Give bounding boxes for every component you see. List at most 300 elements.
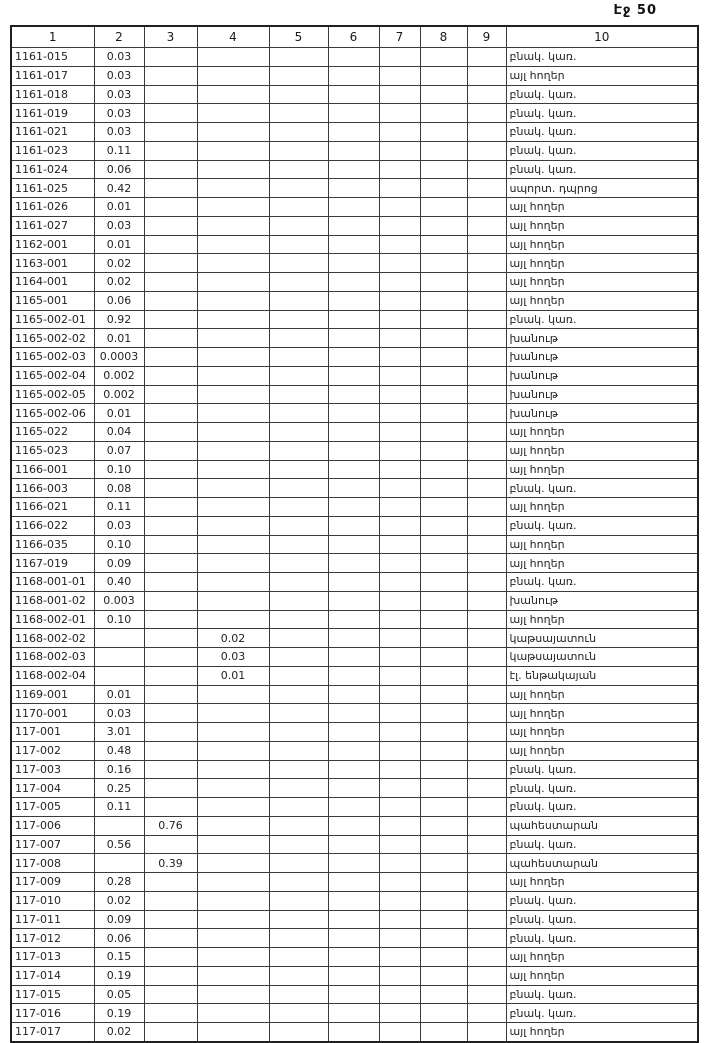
cell-col9 xyxy=(467,348,506,367)
cell-col2: 0.11 xyxy=(94,498,144,517)
cell-col7 xyxy=(379,854,420,873)
cell-col2: 0.40 xyxy=(94,573,144,592)
cell-col10: այլ հողեր xyxy=(506,704,698,723)
parcel-id-cell: 1166-001 xyxy=(11,460,94,479)
table-row xyxy=(11,591,698,610)
cell-col7 xyxy=(379,498,420,517)
cell-col6 xyxy=(328,291,379,310)
cell-col6 xyxy=(328,1004,379,1023)
cell-col4 xyxy=(197,179,269,198)
cell-col4 xyxy=(197,385,269,404)
table-row xyxy=(11,498,698,517)
cell-col7 xyxy=(379,1004,420,1023)
parcel-id-cell: 1165-001 xyxy=(11,291,94,310)
cell-col8 xyxy=(420,366,467,385)
cell-col3 xyxy=(144,48,197,67)
cell-col7 xyxy=(379,235,420,254)
cell-col2: 0.09 xyxy=(94,554,144,573)
column-header-10: 10 xyxy=(506,26,698,48)
table-row xyxy=(11,216,698,235)
table-row xyxy=(11,929,698,948)
parcel-id-cell: 1169-001 xyxy=(11,685,94,704)
cell-col2: 0.02 xyxy=(94,1023,144,1042)
cell-col3 xyxy=(144,198,197,217)
cell-col2: 0.01 xyxy=(94,404,144,423)
cell-col9 xyxy=(467,760,506,779)
cell-col6 xyxy=(328,741,379,760)
table-row xyxy=(11,760,698,779)
cell-col6 xyxy=(328,835,379,854)
column-header-4: 4 xyxy=(197,26,269,48)
cell-col4 xyxy=(197,516,269,535)
cell-col5 xyxy=(269,535,328,554)
cell-col4 xyxy=(197,929,269,948)
cell-col3 xyxy=(144,910,197,929)
cell-col7 xyxy=(379,535,420,554)
cell-col6 xyxy=(328,441,379,460)
cell-col3 xyxy=(144,648,197,667)
cell-col5 xyxy=(269,329,328,348)
cell-col9 xyxy=(467,835,506,854)
cell-col8 xyxy=(420,66,467,85)
cell-col5 xyxy=(269,591,328,610)
cell-col6 xyxy=(328,348,379,367)
cell-col3 xyxy=(144,123,197,142)
parcel-id-cell: 1165-002-05 xyxy=(11,385,94,404)
table-row xyxy=(11,1023,698,1042)
cell-col6 xyxy=(328,948,379,967)
parcel-id-cell: 117-006 xyxy=(11,816,94,835)
table-row xyxy=(11,610,698,629)
cell-col3 xyxy=(144,141,197,160)
cell-col4 xyxy=(197,254,269,273)
cell-col5 xyxy=(269,66,328,85)
cell-col2: 0.11 xyxy=(94,141,144,160)
cell-col9 xyxy=(467,948,506,967)
cell-col5 xyxy=(269,385,328,404)
cell-col7 xyxy=(379,348,420,367)
cell-col8 xyxy=(420,385,467,404)
table-row xyxy=(11,648,698,667)
cell-col10: բնակ. կառ. xyxy=(506,891,698,910)
cell-col5 xyxy=(269,48,328,67)
cell-col9 xyxy=(467,816,506,835)
cell-col5 xyxy=(269,423,328,442)
cell-col4 xyxy=(197,873,269,892)
cell-col7 xyxy=(379,948,420,967)
cell-col4 xyxy=(197,910,269,929)
cell-col3 xyxy=(144,291,197,310)
cell-col10: բնակ. կառ. xyxy=(506,85,698,104)
cell-col8 xyxy=(420,348,467,367)
cell-col4 xyxy=(197,348,269,367)
cell-col4 xyxy=(197,891,269,910)
cell-col10: այլ հողեր xyxy=(506,966,698,985)
cell-col4 xyxy=(197,966,269,985)
cell-col4: 0.01 xyxy=(197,666,269,685)
parcel-id-cell: 117-016 xyxy=(11,1004,94,1023)
cell-col3 xyxy=(144,591,197,610)
cell-col10: այլ հողեր xyxy=(506,948,698,967)
cell-col5 xyxy=(269,498,328,517)
cell-col8 xyxy=(420,123,467,142)
cell-col3 xyxy=(144,835,197,854)
cell-col7 xyxy=(379,760,420,779)
cell-col6 xyxy=(328,498,379,517)
cell-col2: 0.01 xyxy=(94,329,144,348)
parcel-id-cell: 1168-001-02 xyxy=(11,591,94,610)
table-row xyxy=(11,441,698,460)
cell-col3 xyxy=(144,273,197,292)
cell-col10: այլ հողեր xyxy=(506,723,698,742)
cell-col5 xyxy=(269,254,328,273)
cell-col4 xyxy=(197,554,269,573)
cell-col4 xyxy=(197,48,269,67)
cell-col3: 0.39 xyxy=(144,854,197,873)
cell-col9 xyxy=(467,85,506,104)
cell-col6 xyxy=(328,929,379,948)
parcel-id-cell: 117-015 xyxy=(11,985,94,1004)
parcel-id-cell: 117-008 xyxy=(11,854,94,873)
cell-col4 xyxy=(197,498,269,517)
parcel-id-cell: 1165-002-01 xyxy=(11,310,94,329)
cell-col10: այլ հողեր xyxy=(506,66,698,85)
cell-col3 xyxy=(144,798,197,817)
cell-col9 xyxy=(467,291,506,310)
cell-col2: 0.06 xyxy=(94,291,144,310)
cell-col10: խանութ xyxy=(506,591,698,610)
cell-col10: այլ հողեր xyxy=(506,216,698,235)
cell-col10: բնակ. կառ. xyxy=(506,779,698,798)
table-row xyxy=(11,254,698,273)
cell-col3: 0.76 xyxy=(144,816,197,835)
cell-col10: խանութ xyxy=(506,385,698,404)
cell-col6 xyxy=(328,366,379,385)
cell-col9 xyxy=(467,385,506,404)
table-row xyxy=(11,141,698,160)
cell-col2 xyxy=(94,629,144,648)
cell-col3 xyxy=(144,610,197,629)
cell-col2: 0.10 xyxy=(94,535,144,554)
cell-col10: կաթսայատուն xyxy=(506,629,698,648)
cell-col7 xyxy=(379,141,420,160)
cell-col8 xyxy=(420,498,467,517)
table-row xyxy=(11,854,698,873)
cell-col8 xyxy=(420,48,467,67)
cell-col7 xyxy=(379,66,420,85)
table-row xyxy=(11,966,698,985)
parcel-id-cell: 1161-025 xyxy=(11,179,94,198)
cell-col6 xyxy=(328,854,379,873)
table-row xyxy=(11,460,698,479)
cell-col3 xyxy=(144,704,197,723)
cell-col5 xyxy=(269,460,328,479)
cell-col6 xyxy=(328,216,379,235)
cell-col10: բնակ. կառ. xyxy=(506,910,698,929)
cell-col2: 0.03 xyxy=(94,104,144,123)
cell-col8 xyxy=(420,85,467,104)
cell-col7 xyxy=(379,441,420,460)
page-number: Էջ 50 xyxy=(613,3,657,18)
cell-col6 xyxy=(328,329,379,348)
cell-col6 xyxy=(328,310,379,329)
cell-col4 xyxy=(197,479,269,498)
cell-col2: 0.01 xyxy=(94,235,144,254)
cell-col5 xyxy=(269,854,328,873)
table-row xyxy=(11,666,698,685)
land-parcel-table xyxy=(10,25,699,1043)
cell-col9 xyxy=(467,141,506,160)
cell-col2: 0.09 xyxy=(94,910,144,929)
cell-col4 xyxy=(197,685,269,704)
cell-col3 xyxy=(144,779,197,798)
cell-col8 xyxy=(420,629,467,648)
cell-col4 xyxy=(197,816,269,835)
cell-col7 xyxy=(379,985,420,1004)
cell-col4: 0.02 xyxy=(197,629,269,648)
cell-col10: խանութ xyxy=(506,329,698,348)
cell-col5 xyxy=(269,1023,328,1042)
cell-col9 xyxy=(467,554,506,573)
cell-col10: էլ. ենթակայան xyxy=(506,666,698,685)
cell-col10: բնակ. կառ. xyxy=(506,985,698,1004)
cell-col10: այլ հողեր xyxy=(506,254,698,273)
cell-col2: 0.03 xyxy=(94,48,144,67)
cell-col4 xyxy=(197,741,269,760)
cell-col3 xyxy=(144,1023,197,1042)
cell-col8 xyxy=(420,441,467,460)
cell-col7 xyxy=(379,104,420,123)
cell-col3 xyxy=(144,216,197,235)
cell-col4 xyxy=(197,198,269,217)
cell-col5 xyxy=(269,704,328,723)
cell-col9 xyxy=(467,160,506,179)
cell-col8 xyxy=(420,760,467,779)
parcel-id-cell: 1166-003 xyxy=(11,479,94,498)
cell-col9 xyxy=(467,591,506,610)
cell-col8 xyxy=(420,160,467,179)
cell-col7 xyxy=(379,910,420,929)
cell-col3 xyxy=(144,460,197,479)
cell-col7 xyxy=(379,816,420,835)
cell-col6 xyxy=(328,254,379,273)
cell-col2: 0.16 xyxy=(94,760,144,779)
cell-col6 xyxy=(328,235,379,254)
table-row xyxy=(11,798,698,817)
cell-col7 xyxy=(379,610,420,629)
table-row xyxy=(11,685,698,704)
cell-col3 xyxy=(144,479,197,498)
cell-col10: այլ հողեր xyxy=(506,873,698,892)
cell-col7 xyxy=(379,573,420,592)
cell-col2: 0.002 xyxy=(94,366,144,385)
parcel-id-cell: 1168-002-03 xyxy=(11,648,94,667)
cell-col2: 0.25 xyxy=(94,779,144,798)
cell-col7 xyxy=(379,591,420,610)
cell-col10: բնակ. կառ. xyxy=(506,141,698,160)
cell-col10: խանութ xyxy=(506,404,698,423)
table-row xyxy=(11,273,698,292)
cell-col6 xyxy=(328,723,379,742)
cell-col5 xyxy=(269,798,328,817)
cell-col8 xyxy=(420,404,467,423)
cell-col5 xyxy=(269,948,328,967)
cell-col9 xyxy=(467,179,506,198)
cell-col4 xyxy=(197,1004,269,1023)
parcel-id-cell: 1165-002-04 xyxy=(11,366,94,385)
cell-col10: այլ հողեր xyxy=(506,498,698,517)
cell-col10: բնակ. կառ. xyxy=(506,160,698,179)
cell-col5 xyxy=(269,273,328,292)
cell-col5 xyxy=(269,141,328,160)
cell-col4 xyxy=(197,216,269,235)
cell-col6 xyxy=(328,66,379,85)
cell-col4 xyxy=(197,610,269,629)
table-row xyxy=(11,948,698,967)
cell-col4: 0.03 xyxy=(197,648,269,667)
cell-col7 xyxy=(379,554,420,573)
cell-col10: այլ հողեր xyxy=(506,535,698,554)
cell-col5 xyxy=(269,366,328,385)
cell-col3 xyxy=(144,929,197,948)
cell-col6 xyxy=(328,104,379,123)
cell-col4 xyxy=(197,948,269,967)
cell-col5 xyxy=(269,685,328,704)
cell-col7 xyxy=(379,329,420,348)
parcel-id-cell: 1167-019 xyxy=(11,554,94,573)
cell-col9 xyxy=(467,873,506,892)
cell-col7 xyxy=(379,648,420,667)
cell-col2: 0.02 xyxy=(94,254,144,273)
table-header-row xyxy=(11,26,698,48)
cell-col5 xyxy=(269,516,328,535)
cell-col3 xyxy=(144,966,197,985)
cell-col3 xyxy=(144,385,197,404)
cell-col7 xyxy=(379,160,420,179)
cell-col8 xyxy=(420,479,467,498)
table-row xyxy=(11,891,698,910)
cell-col2: 0.06 xyxy=(94,929,144,948)
parcel-id-cell: 1161-017 xyxy=(11,66,94,85)
cell-col7 xyxy=(379,179,420,198)
table-row xyxy=(11,910,698,929)
cell-col2 xyxy=(94,816,144,835)
cell-col10: այլ հողեր xyxy=(506,685,698,704)
parcel-id-cell: 1161-018 xyxy=(11,85,94,104)
cell-col8 xyxy=(420,423,467,442)
cell-col4 xyxy=(197,291,269,310)
parcel-id-cell: 117-005 xyxy=(11,798,94,817)
cell-col7 xyxy=(379,873,420,892)
cell-col4 xyxy=(197,123,269,142)
cell-col6 xyxy=(328,685,379,704)
column-header-9: 9 xyxy=(467,26,506,48)
cell-col7 xyxy=(379,479,420,498)
cell-col9 xyxy=(467,854,506,873)
cell-col5 xyxy=(269,741,328,760)
cell-col10: այլ հողեր xyxy=(506,291,698,310)
cell-col6 xyxy=(328,141,379,160)
cell-col10: բնակ. կառ. xyxy=(506,1004,698,1023)
table-row xyxy=(11,235,698,254)
cell-col2 xyxy=(94,648,144,667)
table-row xyxy=(11,348,698,367)
cell-col8 xyxy=(420,273,467,292)
cell-col9 xyxy=(467,104,506,123)
cell-col9 xyxy=(467,216,506,235)
cell-col7 xyxy=(379,85,420,104)
cell-col7 xyxy=(379,198,420,217)
table-row xyxy=(11,554,698,573)
cell-col10: բնակ. կառ. xyxy=(506,760,698,779)
cell-col10: այլ հողեր xyxy=(506,198,698,217)
cell-col8 xyxy=(420,854,467,873)
cell-col3 xyxy=(144,685,197,704)
parcel-id-cell: 117-014 xyxy=(11,966,94,985)
cell-col6 xyxy=(328,385,379,404)
cell-col2: 0.03 xyxy=(94,85,144,104)
cell-col3 xyxy=(144,498,197,517)
cell-col7 xyxy=(379,48,420,67)
cell-col7 xyxy=(379,216,420,235)
cell-col6 xyxy=(328,535,379,554)
cell-col2: 0.92 xyxy=(94,310,144,329)
cell-col2: 0.10 xyxy=(94,460,144,479)
cell-col9 xyxy=(467,423,506,442)
cell-col6 xyxy=(328,573,379,592)
cell-col6 xyxy=(328,198,379,217)
parcel-id-cell: 117-012 xyxy=(11,929,94,948)
cell-col6 xyxy=(328,85,379,104)
cell-col8 xyxy=(420,985,467,1004)
cell-col8 xyxy=(420,704,467,723)
cell-col9 xyxy=(467,779,506,798)
parcel-id-cell: 1161-026 xyxy=(11,198,94,217)
cell-col3 xyxy=(144,573,197,592)
cell-col8 xyxy=(420,591,467,610)
parcel-id-cell: 117-002 xyxy=(11,741,94,760)
cell-col8 xyxy=(420,329,467,348)
cell-col8 xyxy=(420,216,467,235)
cell-col5 xyxy=(269,648,328,667)
cell-col10: այլ հողեր xyxy=(506,741,698,760)
cell-col2: 0.02 xyxy=(94,273,144,292)
table-row xyxy=(11,741,698,760)
cell-col2: 3.01 xyxy=(94,723,144,742)
cell-col8 xyxy=(420,873,467,892)
cell-col8 xyxy=(420,610,467,629)
cell-col7 xyxy=(379,385,420,404)
cell-col9 xyxy=(467,891,506,910)
cell-col4 xyxy=(197,273,269,292)
cell-col2: 0.15 xyxy=(94,948,144,967)
cell-col10: բնակ. կառ. xyxy=(506,104,698,123)
cell-col10: բնակ. կառ. xyxy=(506,48,698,67)
cell-col8 xyxy=(420,235,467,254)
cell-col8 xyxy=(420,460,467,479)
parcel-id-cell: 1166-035 xyxy=(11,535,94,554)
cell-col8 xyxy=(420,779,467,798)
cell-col2: 0.03 xyxy=(94,516,144,535)
column-header-1: 1 xyxy=(11,26,94,48)
column-header-7: 7 xyxy=(379,26,420,48)
cell-col4 xyxy=(197,104,269,123)
cell-col7 xyxy=(379,798,420,817)
cell-col7 xyxy=(379,254,420,273)
cell-col8 xyxy=(420,104,467,123)
parcel-id-cell: 1164-001 xyxy=(11,273,94,292)
cell-col4 xyxy=(197,723,269,742)
